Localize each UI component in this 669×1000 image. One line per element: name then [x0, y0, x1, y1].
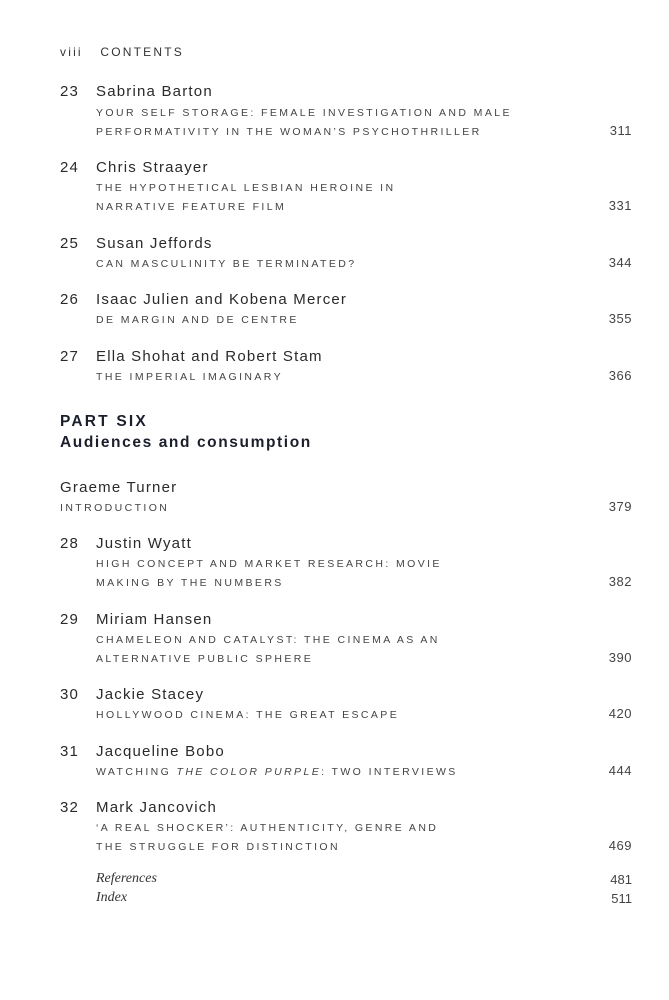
page-folio: viii [60, 45, 83, 59]
chapter-page-number: 366 [608, 368, 632, 383]
chapter-title-line: ALTERNATIVE PUBLIC SPHERE [96, 653, 314, 665]
chapter-title-line: HIGH CONCEPT AND MARKET RESEARCH: MOVIE [96, 558, 442, 570]
references-page-number: 481 [610, 872, 632, 887]
chapter-page-number: 420 [608, 706, 632, 721]
chapter-title-line: THE IMPERIAL IMAGINARY [96, 371, 283, 383]
chapter-page-number: 390 [608, 650, 632, 665]
chapter-author: Susan Jeffords [96, 235, 213, 252]
chapter-author: Jacqueline Bobo [96, 743, 225, 760]
title-suffix: : TWO INTERVIEWS [321, 766, 458, 778]
chapter-title-line: NARRATIVE FEATURE FILM [96, 201, 287, 213]
chapter-title-line: DE MARGIN AND DE CENTRE [96, 314, 299, 326]
references-label: References [96, 871, 157, 886]
chapter-page-number: 469 [608, 838, 632, 853]
chapter-author: Mark Jancovich [96, 799, 218, 816]
running-head-label: CONTENTS [100, 45, 184, 59]
intro-page-number: 379 [608, 499, 632, 514]
chapter-number: 29 [60, 611, 80, 628]
chapter-title-line: THE HYPOTHETICAL LESBIAN HEROINE IN [96, 182, 396, 194]
chapter-title-line: MAKING BY THE NUMBERS [96, 577, 284, 589]
chapter-author: Isaac Julien and Kobena Mercer [96, 291, 348, 308]
index-page-number: 511 [611, 891, 632, 906]
part-title: Audiences and consumption [60, 434, 312, 451]
chapter-page-number: 382 [608, 574, 632, 589]
chapter-page-number: 344 [608, 255, 632, 270]
index-label: Index [96, 890, 128, 905]
chapter-author: Chris Straayer [96, 159, 209, 176]
title-prefix: WATCHING [96, 766, 177, 778]
chapter-number: 31 [60, 743, 80, 760]
chapter-number: 24 [60, 159, 80, 176]
intro-author: Graeme Turner [60, 479, 178, 496]
chapter-title-line: HOLLYWOOD CINEMA: THE GREAT ESCAPE [96, 709, 400, 721]
chapter-number: 32 [60, 799, 80, 816]
chapter-page-number: 355 [608, 311, 632, 326]
part-heading [60, 412, 312, 454]
chapter-title-line: CAN MASCULINITY BE TERMINATED? [96, 258, 357, 270]
chapter-author: Jackie Stacey [96, 686, 205, 703]
chapter-number: 25 [60, 235, 80, 252]
chapter-number: 30 [60, 686, 80, 703]
chapter-author: Ella Shohat and Robert Stam [96, 348, 323, 365]
chapter-title-line: ‘A REAL SHOCKER’: AUTHENTICITY, GENRE AND [96, 822, 439, 834]
part-label: PART SIX [60, 413, 148, 430]
chapter-number: 27 [60, 348, 80, 365]
chapter-page-number: 444 [608, 763, 632, 778]
film-title-italic: THE COLOR PURPLE [176, 766, 322, 778]
chapter-title-line [96, 766, 458, 778]
running-head [60, 45, 184, 59]
chapter-author: Miriam Hansen [96, 611, 213, 628]
chapter-title-line: PERFORMATIVITY IN THE WOMAN’S PSYCHOTHRILLER [96, 126, 482, 138]
chapter-title-line: THE STRUGGLE FOR DISTINCTION [96, 841, 340, 853]
chapter-title-line: CHAMELEON AND CATALYST: THE CINEMA AS AN [96, 634, 440, 646]
chapter-author: Sabrina Barton [96, 83, 213, 100]
chapter-number: 28 [60, 535, 80, 552]
chapter-page-number: 331 [608, 198, 632, 213]
chapter-page-number: 311 [609, 123, 632, 138]
chapter-title-line: YOUR SELF STORAGE: FEMALE INVESTIGATION AND MALE [96, 107, 512, 119]
chapter-number: 26 [60, 291, 80, 308]
chapter-number: 23 [60, 83, 80, 100]
chapter-author: Justin Wyatt [96, 535, 192, 552]
intro-title: INTRODUCTION [60, 502, 170, 514]
